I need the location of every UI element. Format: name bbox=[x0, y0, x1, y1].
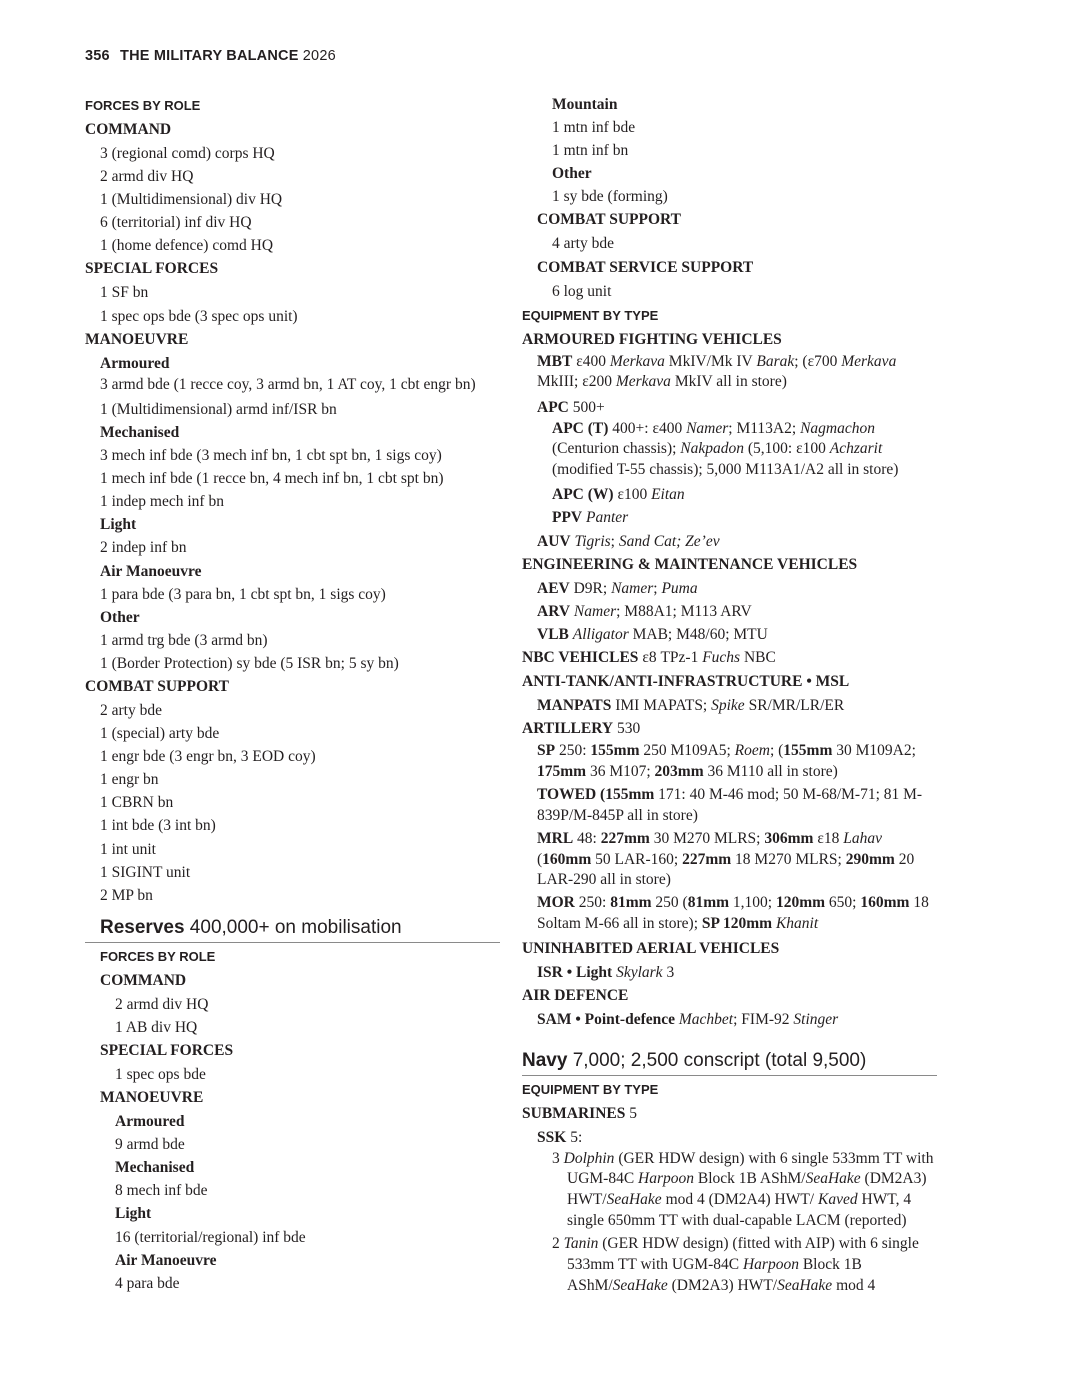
equipment-entry-manpats: MANPATS IMI MAPATS; Spike SR/MR/LR/ER bbox=[537, 696, 845, 714]
equipment-entry-aev: AEV D9R; Namer; Puma bbox=[537, 579, 698, 597]
subcategory-heading: Mechanised bbox=[100, 423, 180, 441]
equipment-entry-towed: TOWED (155mm 171: 40 M-46 mod; 50 M-68/M-71; 81 M-839P/M-845P all in store) bbox=[537, 785, 923, 824]
subcategory-heading: Mechanised bbox=[115, 1159, 195, 1177]
unit-line: 3 mech inf bde (3 mech inf bn, 1 cbt spt bn, 1 sigs coy) bbox=[100, 447, 442, 465]
unit-line: 1 mtn inf bn bbox=[552, 142, 629, 160]
unit-line: 1 SF bn bbox=[100, 284, 149, 302]
unit-line: 8 mech inf bde bbox=[115, 1182, 208, 1200]
equipment-entry-mrl: MRL 48: 227mm 30 M270 MLRS; 306mm ε18 Lahav (160mm 50 LAR-160; 227mm 18 M270 MLRS; 290mm 20 LAR-290 all in store) bbox=[537, 829, 915, 889]
category-heading: COMBAT SUPPORT bbox=[85, 677, 229, 695]
category-heading: MANOEUVRE bbox=[100, 1089, 204, 1107]
unit-line: 1 AB div HQ bbox=[115, 1018, 198, 1036]
equipment-entry-mor: MOR 250: 81mm 250 (81mm 1,100; 120mm 650; 160mm 18 Soltam M-66 all in store); SP 120mm Khanit bbox=[537, 894, 929, 933]
category-heading: COMMAND bbox=[85, 121, 172, 138]
equipment-entry-dolphin: 3 Dolphin (GER HDW design) with 6 single 533mm TT with UGM-84C Harpoon Block 1B AShM/SeaHake (DM2A3) HWT/SeaHake mod 4 (DM2A4) HWT/ Kaved HWT, 4 single 650mm TT with dual-capable LACM (reported) bbox=[552, 1149, 934, 1230]
navy-heading bbox=[522, 1048, 937, 1076]
unit-line: 1 (Multidimensional) div HQ bbox=[100, 191, 283, 209]
category-heading: ARMOURED FIGHTING VEHICLES bbox=[522, 330, 782, 348]
subcategory-heading: Armoured bbox=[115, 1113, 185, 1131]
equipment-entry-sam: SAM • Point-defence Machbet; FIM-92 Stinger bbox=[537, 1011, 839, 1029]
unit-line: 1 para bde (3 para bn, 1 cbt spt bn, 1 sigs coy) bbox=[100, 585, 386, 603]
unit-line: 6 (territorial) inf div HQ bbox=[100, 214, 252, 232]
unit-line: 1 engr bn bbox=[100, 771, 159, 789]
unit-line: 1 CBRN bn bbox=[100, 794, 174, 812]
section-heading: FORCES BY ROLE bbox=[85, 98, 201, 113]
unit-line: 1 indep mech inf bn bbox=[100, 493, 224, 511]
subcategory-heading: Mountain bbox=[552, 96, 618, 113]
unit-line: 4 para bde bbox=[115, 1274, 180, 1292]
subcategory-heading: Light bbox=[115, 1205, 152, 1223]
category-heading: AIR DEFENCE bbox=[522, 987, 629, 1005]
equipment-entry-tanin: 2 Tanin (GER HDW design) (fitted with AIP) with 6 single 533mm TT with UGM-84C Harpoon Block 1B AShM/SeaHake (DM2A3) HWT/SeaHake mod 4 bbox=[552, 1235, 919, 1294]
page-number: 356 bbox=[85, 48, 110, 64]
category-heading: SPECIAL FORCES bbox=[100, 1042, 234, 1059]
unit-line: 1 (home defence) comd HQ bbox=[100, 237, 274, 255]
unit-line: 1 engr bde (3 engr bn, 3 EOD coy) bbox=[100, 748, 316, 766]
unit-line: 4 arty bde bbox=[552, 235, 614, 253]
category-heading: UNINHABITED AERIAL VEHICLES bbox=[522, 940, 780, 958]
equipment-entry-apc-t: APC (T) 400+: ε400 Namer; M113A2; Nagmachon (Centurion chassis); Nakpadon (5,100: ε100 Achzarit (modified T-55 chassis); 5,000 M113A1/A2 all in store) bbox=[552, 419, 899, 479]
unit-line: 6 log unit bbox=[552, 282, 612, 300]
unit-line: 1 spec ops bde (3 spec ops unit) bbox=[100, 307, 298, 325]
unit-line: 1 spec ops bde bbox=[115, 1066, 206, 1083]
unit-line: 1 int unit bbox=[100, 840, 156, 858]
equipment-entry-submarines: SUBMARINES 5 bbox=[522, 1104, 637, 1122]
subcategory-heading: Air Manoeuvre bbox=[115, 1251, 217, 1269]
unit-line: 1 mech inf bde (1 recce bn, 4 mech inf bn, 1 cbt spt bn) bbox=[100, 470, 444, 488]
left-column bbox=[85, 93, 500, 1295]
equipment-entry-vlb: VLB Alligator MAB; M48/60; MTU bbox=[537, 625, 768, 643]
unit-line: 3 (regional comd) corps HQ bbox=[100, 145, 275, 162]
equipment-entry-apc-w: APC (W) ε100 Eitan bbox=[552, 486, 685, 504]
subcategory-heading: Armoured bbox=[100, 354, 170, 372]
equipment-entry-sp: SP 250: 155mm 250 M109A5; Roem; (155mm 30 M109A2; 175mm 36 M107; 203mm 36 M110 all in store) bbox=[537, 741, 916, 780]
unit-line: 2 arty bde bbox=[100, 701, 162, 719]
unit-line: 1 (Multidimensional) armd inf/ISR bn bbox=[100, 400, 337, 418]
unit-line: 3 armd bde (1 recce coy, 3 armd bn, 1 AT coy, 1 cbt engr bn) bbox=[100, 375, 476, 393]
category-heading: SPECIAL FORCES bbox=[85, 260, 219, 278]
section-heading: EQUIPMENT BY TYPE bbox=[522, 1081, 659, 1097]
category-heading: COMBAT SERVICE SUPPORT bbox=[537, 258, 754, 276]
category-heading: ANTI-TANK/ANTI-INFRASTRUCTURE • MSL bbox=[522, 672, 850, 690]
equipment-entry-mbt: MBT ε400 Merkava MkIV/Mk IV Barak; (ε700 Merkava MkIII; ε200 Merkava MkIV all in store) bbox=[537, 352, 897, 391]
category-heading: MANOEUVRE bbox=[85, 330, 189, 348]
equipment-entry-arv: ARV Namer; M88A1; M113 ARV bbox=[537, 602, 752, 620]
equipment-entry-isr: ISR • Light Skylark 3 bbox=[537, 964, 675, 982]
navy-strength: 7,000; 2,500 conscript (total 9,500) bbox=[567, 1049, 867, 1071]
reserves-title: Reserves bbox=[100, 916, 185, 938]
subcategory-heading: Air Manoeuvre bbox=[100, 562, 202, 580]
publication-year: 2026 bbox=[302, 48, 336, 64]
reserves-strength: 400,000+ on mobilisation bbox=[184, 916, 402, 938]
unit-line: 1 (Border Protection) sy bde (5 ISR bn; 5 sy bn) bbox=[100, 654, 399, 672]
unit-line: 1 (special) arty bde bbox=[100, 725, 220, 743]
category-heading: COMBAT SUPPORT bbox=[537, 211, 681, 229]
unit-line: 2 armd div HQ bbox=[115, 995, 209, 1013]
unit-line: 9 armd bde bbox=[115, 1136, 185, 1154]
equipment-entry-auv: AUV Tigris; Sand Cat; Ze’ev bbox=[537, 532, 720, 550]
section-heading: FORCES BY ROLE bbox=[100, 948, 216, 964]
right-column bbox=[522, 93, 937, 1299]
subcategory-heading: Other bbox=[552, 165, 592, 183]
subcategory-heading: Light bbox=[100, 516, 137, 534]
unit-line: 2 MP bn bbox=[100, 886, 153, 904]
equipment-entry-apc: APC 500+ bbox=[537, 398, 605, 416]
unit-line: 16 (territorial/regional) inf bde bbox=[115, 1228, 306, 1246]
page-header bbox=[85, 48, 336, 64]
equipment-entry-nbc: NBC VEHICLES ε8 TPz-1 Fuchs NBC bbox=[522, 648, 776, 666]
subcategory-heading: Other bbox=[100, 608, 140, 626]
equipment-entry-ppv: PPV Panter bbox=[552, 509, 629, 527]
reserves-heading bbox=[85, 915, 500, 943]
navy-title: Navy bbox=[522, 1049, 568, 1071]
unit-line: 1 SIGINT unit bbox=[100, 863, 191, 881]
unit-line: 2 armd div HQ bbox=[100, 168, 194, 186]
unit-line: 1 mtn inf bde bbox=[552, 119, 636, 137]
unit-line: 2 indep inf bn bbox=[100, 539, 187, 557]
unit-line: 1 armd trg bde (3 armd bn) bbox=[100, 631, 268, 649]
category-heading: ENGINEERING & MAINTENANCE VEHICLES bbox=[522, 555, 858, 573]
section-heading: EQUIPMENT BY TYPE bbox=[522, 307, 659, 323]
unit-line: 1 int bde (3 int bn) bbox=[100, 817, 216, 835]
equipment-entry-ssk: SSK 5: bbox=[537, 1128, 583, 1146]
unit-line: 1 sy bde (forming) bbox=[552, 188, 668, 206]
category-heading: COMMAND bbox=[100, 971, 187, 989]
equipment-entry-artillery: ARTILLERY 530 bbox=[522, 719, 641, 737]
publication-title: THE MILITARY BALANCE bbox=[120, 48, 299, 64]
